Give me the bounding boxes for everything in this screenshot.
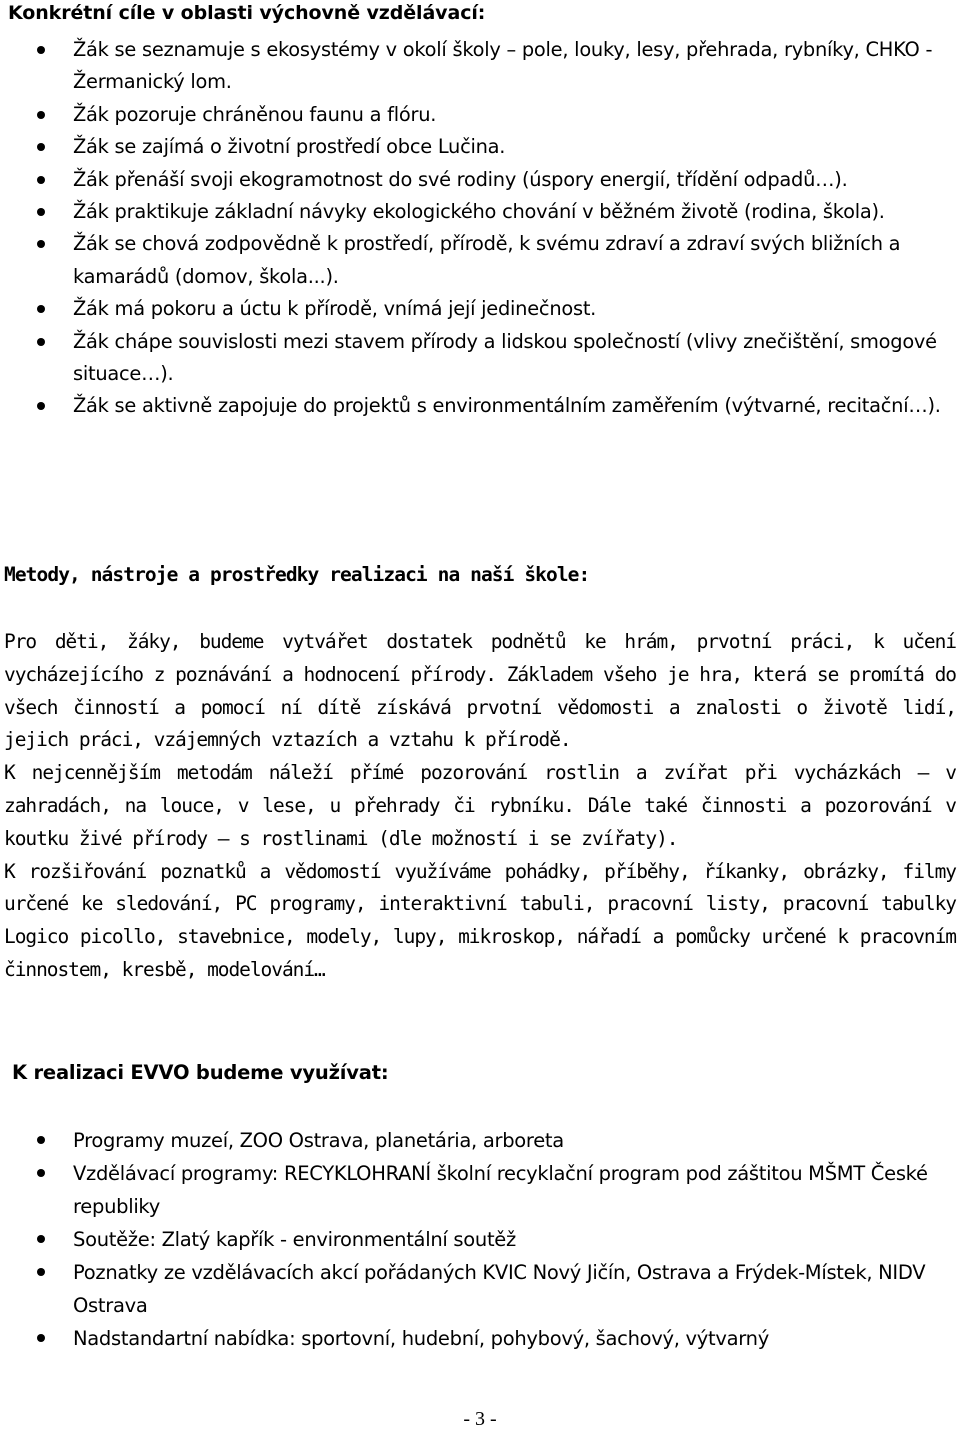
bullet-dot-icon (37, 1169, 45, 1177)
list-item-text: Soutěže: Zlatý kapřík - environmentální soutěž (73, 1228, 516, 1251)
list-item (0, 1157, 945, 1223)
bullet-dot-icon (37, 305, 45, 313)
list-item-text: Žák praktikuje základní návyky ekologického chování v běžném životě (rodina, škola). (73, 200, 885, 224)
goals-list (0, 34, 952, 423)
page-number: - 3 - (463, 1408, 497, 1430)
bullet-dot-icon (37, 1235, 45, 1243)
usage-heading: K realizaci EVVO budeme využívat: (12, 1061, 389, 1084)
list-item-text: Poznatky ze vzdělávacích akcí pořádaných KVIC Nový Jičín, Ostrava a Frýdek-Místek, NIDV Ostrava (73, 1261, 926, 1317)
list-item (0, 164, 952, 196)
list-item (0, 196, 952, 228)
list-item-text: Žák přenáší svoji ekogramotnost do své rodiny (úspory energií, třídění odpadů…). (73, 167, 848, 191)
usage-list (0, 1124, 945, 1355)
list-item (0, 326, 952, 391)
bullet-dot-icon (37, 208, 45, 216)
paragraph: Pro děti, žáky, budeme vytvářet dostatek podnětů ke hrám, prvotní práci, k učení vycházejícího z poznávání a hodnocení přírody. Základem všeho je hra, která se promítá do všech činností a pomocí ní dítě získává prvotní vědomosti a znalosti o životě lidí, jejich práci, vzájemných vztazích a vztahu k přírodě. (4, 630, 956, 752)
list-item-text: Programy muzeí, ZOO Ostrava, planetária, arboreta (73, 1129, 564, 1152)
list-item-text: Žák se zajímá o životní prostředí obce Lučina. (73, 135, 506, 159)
bullet-dot-icon (37, 338, 45, 346)
bullet-dot-icon (37, 176, 45, 184)
list-item (0, 99, 952, 131)
bullet-dot-icon (37, 402, 45, 410)
bullet-dot-icon (37, 46, 45, 54)
list-item (0, 1223, 945, 1256)
bullet-dot-icon (37, 143, 45, 151)
list-item-text: Žák se chová zodpovědně k prostředí, přírodě, k svému zdraví a zdraví svých bližních a kamarádů (domov, škola...). (73, 232, 901, 288)
goals-heading: Konkrétní cíle v oblasti výchovně vzdělávací: (8, 2, 486, 24)
list-item-text: Nadstandartní nabídka: sportovní, hudební, pohybový, šachový, výtvarný (73, 1327, 769, 1350)
list-item (0, 131, 952, 163)
list-item-text: Vzdělávací programy: RECYKLOHRANÍ školní recyklační program pod záštitou MŠMT České republiky (73, 1162, 928, 1218)
list-item (0, 293, 952, 325)
paragraph: K rozšiřování poznatků a vědomostí využíváme pohádky, příběhy, říkanky, obrázky, filmy určené ke sledování, PC programy, interaktivní tabuli, pracovní listy, pracovní tabulky Logico picollo, stavebnice, modely, lupy, mikroskop, nářadí a pomůcky určené k pracovním činnostem, kresbě, modelování… (4, 859, 956, 981)
bullet-dot-icon (37, 1268, 45, 1276)
list-item (0, 1256, 945, 1322)
list-item (0, 228, 952, 293)
list-item (0, 390, 952, 422)
bullet-dot-icon (37, 111, 45, 119)
bullet-dot-icon (37, 1334, 45, 1342)
bullet-dot-icon (37, 1136, 45, 1144)
list-item-text: Žák se seznamuje s ekosystémy v okolí školy – pole, louky, lesy, přehrada, rybníky, CHKO - Žermanický lom. (73, 38, 933, 94)
list-item-text: Žák se aktivně zapojuje do projektů s environmentálním zaměřením (výtvarné, recitační…). (73, 394, 941, 418)
list-item (0, 34, 952, 99)
methods-body (4, 626, 956, 987)
bullet-dot-icon (37, 240, 45, 248)
list-item-text: Žák chápe souvislosti mezi stavem přírody a lidskou společností (vlivy znečištění, smogové situace…). (73, 329, 937, 386)
paragraph: K nejcennějším metodám náleží přímé pozorování rostlin a zvířat při vycházkách – v zahradách, na louce, v lese, u přehrady či rybníku. Dále také činnosti a pozorování v koutku živé přírody – s rostlinami (dle možností i se zvířaty). (4, 761, 956, 850)
list-item (0, 1322, 945, 1355)
list-item-text: Žák pozoruje chráněnou faunu a flóru. (73, 102, 437, 126)
list-item-text: Žák má pokoru a úctu k přírodě, vnímá její jedinečnost. (73, 297, 597, 321)
list-item (0, 1124, 945, 1157)
methods-heading: Metody, nástroje a prostředky realizaci na naší škole: (4, 563, 590, 586)
